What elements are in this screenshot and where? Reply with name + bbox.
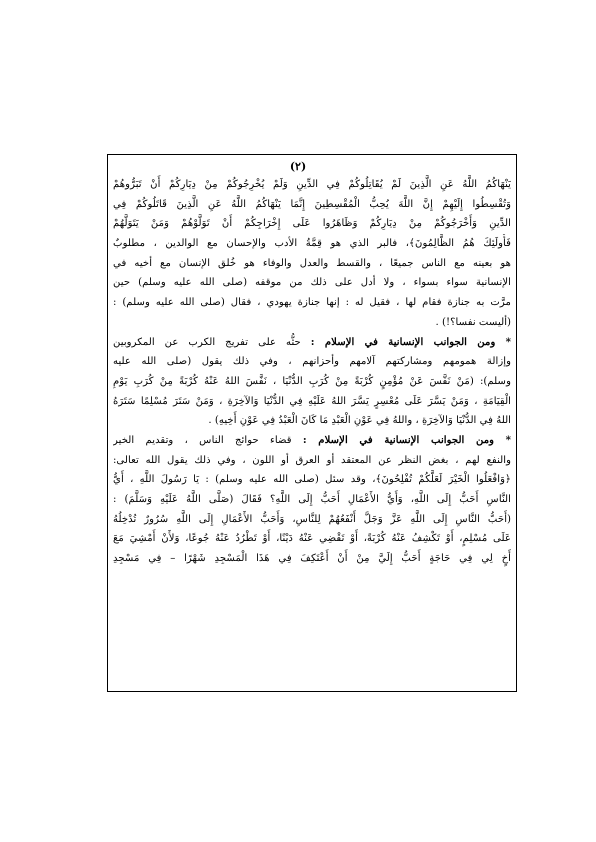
text-line: الدِّينِ وَأَخْرَجُوكُمْ مِنْ دِيَارِكُمْ وَظَاهَرُوا عَلَى إِخْرَاجِكُمْ أَنْ تَوَلَّوْهُمْ وَمَنْ يَتَوَلَّهُمْ (113, 218, 511, 230)
body-text (113, 175, 511, 690)
text-line (113, 333, 511, 353)
section-text: حثُّه على تفريج الكرب عن المكروبين (113, 336, 311, 348)
text-line: النَّاسِ أَحَبُّ إِلَى اللَّهِ، وَأَيُّ الأَعْمَالِ أَحَبُّ إِلَى اللَّهِ؟ فَقَالَ (صَلَّى اللَّهُ عَلَيْهِ وَسَلَّمَ) : (113, 494, 511, 505)
text-line: (أَحَبُّ النَّاسِ إِلَى اللَّهِ عَزَّ وَجَلَّ أَنْفَعُهُمْ لِلنَّاسِ، وَأَحَبُّ الأَعْمَالِ إِلَى اللَّهِ سُرُورٌ تُدْخِلُهُ (113, 513, 511, 525)
text-line: عَلَى مُسْلِمٍ، أَوْ تَكْشِفُ عَنْهُ كُرْبَةً، أَوْ تَقْضِي عَنْهُ دَيْنًا، أَوْ تَطْرُدُ عَنْهُ جُوعًا، وَلأَنْ أَمْشِيَ مَعَ (113, 533, 511, 545)
text-line: ﴿وَافْعَلُوا الْخَيْرَ لَعَلَّكُمْ تُفْلِحُونَ﴾، وقد سئل (صلى الله عليه وسلم) : يَا رَسُولَ اللَّهِ ، أَيُّ (113, 474, 511, 486)
text-line: أَخٍ لِي فِي حَاجَةٍ أَحَبُّ إِلَيَّ مِنْ أَنْ أَعْتَكِفَ فِي هَذَا الْمَسْجِدِ شَهْرًا – فِي مَسْجِدِ (113, 553, 511, 565)
text-line: الإنسانية سواء بسواء ، ولا أدل على ذلك من موقفه (صلى الله عليه وسلم) حين (113, 277, 511, 289)
text-line: (أليست نفسا؟!) . (435, 316, 511, 328)
text-line: وَتُقْسِطُوا إِلَيْهِمْ إِنَّ اللَّهَ يُحِبُّ الْمُقْسِطِينَ إِنَّمَا يَنْهَاكُمُ اللَّهُ عَنِ الَّذِينَ قَاتَلُوكُمْ فِي (113, 198, 511, 210)
page-number: (٢) (289, 160, 307, 173)
text-line: وإزالة همومهم ومشاركتهم آلامهم وأحزانهم ، وفي ذلك يقول (صلى الله عليه (113, 356, 511, 368)
text-line: مرَّت به جنازة فقام لها ، فقيل له : إنها جنازة يهودي ، فقال (صلى الله عليه وسلم) : (113, 297, 511, 309)
section-text: قضاء حوائج الناس ، وتقديم الخير (113, 434, 303, 446)
text-line: والنفع لهم ، بغض النظر عن المعتقد أو العرق أو اللون ، وفي ذلك يقول الله تعالى: (113, 454, 511, 466)
section-heading: * ومن الجوانب الإنسانية في الإسلام : (310, 335, 511, 348)
text-line: فَأُولَئِكَ هُمُ الظَّالِمُونَ﴾، فالبر الذي هو قِمَّةُ الأدب والإحسان مع الوالدين ، مطلوبٌ (113, 238, 511, 250)
text-line: وسلم): (مَنْ نَفَّسَ عَنْ مُؤْمِنٍ كُرْبَةً مِنْ كُرَبِ الدُّنْيَا ، نَفَّسَ اللهُ عَنْهُ كُرْبَةً مِنْ كُرَبِ يَوْمِ (113, 375, 511, 387)
text-line: يَنْهَاكُمُ اللَّهُ عَنِ الَّذِينَ لَمْ يُقَاتِلُوكُمْ فِي الدِّينِ وَلَمْ يُخْرِجُوكُمْ مِنْ دِيَارِكُمْ أَنْ تَبَرُّوهُمْ (113, 179, 511, 190)
section-heading: * ومن الجوانب الإنسانية في الإسلام : (302, 433, 511, 446)
text-line: الْقِيَامَةِ ، وَمَنْ يَسَّرَ عَلَى مُعْسِرٍ يَسَّرَ اللهُ عَلَيْهِ فِي الدُّنْيَا وَالآخِرَةِ ، وَمَنْ سَتَرَ مُسْلِمًا سَتَرَهُ (113, 395, 511, 407)
text-line: اللهُ فِي الدُّنْيَا وَالآخِرَةِ ، واللهُ فِي عَوْنِ الْعَبْدِ مَا كَانَ الْعَبْدُ فِي عَوْنِ أَخِيهِ) . (208, 415, 511, 427)
text-line: هو بعينه مع الناس جميعًا ، والقسط والعدل والوفاء هو خُلق الإنسان مع أخيه في (113, 257, 511, 269)
text-line (113, 431, 511, 451)
